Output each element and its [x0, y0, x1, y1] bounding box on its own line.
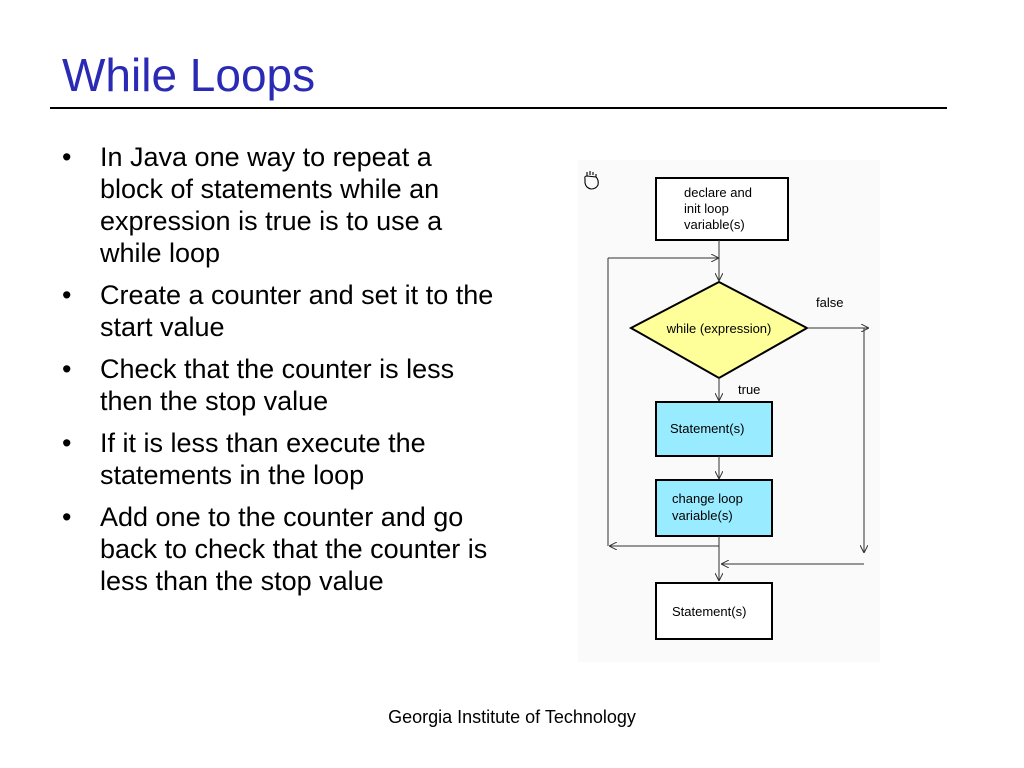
bullet-dot-icon: •	[62, 142, 72, 172]
bullet-dot-icon: •	[62, 354, 72, 384]
title-underline	[50, 107, 947, 109]
bullet-text: Create a counter and set it to the start value	[100, 280, 494, 342]
end-statements-label: Statement(s)	[672, 604, 747, 619]
bullet-text: Add one to the counter and go back to check that the counter is less than the stop value	[100, 502, 488, 596]
declare-line-3: variable(s)	[684, 217, 745, 232]
bullet-dot-icon: •	[62, 502, 72, 532]
bullet-dot-icon: •	[62, 428, 72, 458]
while-loop-flowchart	[578, 160, 880, 662]
bullet-text: If it is less than execute the statements in the loop	[100, 428, 426, 490]
bullet-item	[62, 141, 502, 269]
bullet-list	[62, 141, 502, 607]
bullet-item	[62, 353, 502, 417]
declare-line-1: declare and	[684, 185, 752, 200]
false-label: false	[816, 295, 844, 310]
bullet-item	[62, 501, 502, 597]
declare-line-2: init loop	[684, 201, 729, 216]
bullet-item	[62, 427, 502, 491]
change-line-2: variable(s)	[672, 508, 733, 523]
condition-label: while (expression)	[666, 321, 772, 336]
statements-label: Statement(s)	[670, 421, 745, 436]
true-label: true	[738, 382, 761, 397]
bullet-text: In Java one way to repeat a block of statements while an expression is true is to use a while loop	[100, 142, 443, 268]
bullet-item	[62, 279, 502, 343]
slide-title: While Loops	[62, 49, 316, 101]
bullet-text: Check that the counter is less then the stop value	[100, 354, 455, 416]
footer	[0, 707, 1024, 728]
change-line-1: change loop	[672, 491, 743, 506]
bullet-dot-icon: •	[62, 280, 72, 310]
footer-text: Georgia Institute of Technology	[388, 707, 636, 727]
